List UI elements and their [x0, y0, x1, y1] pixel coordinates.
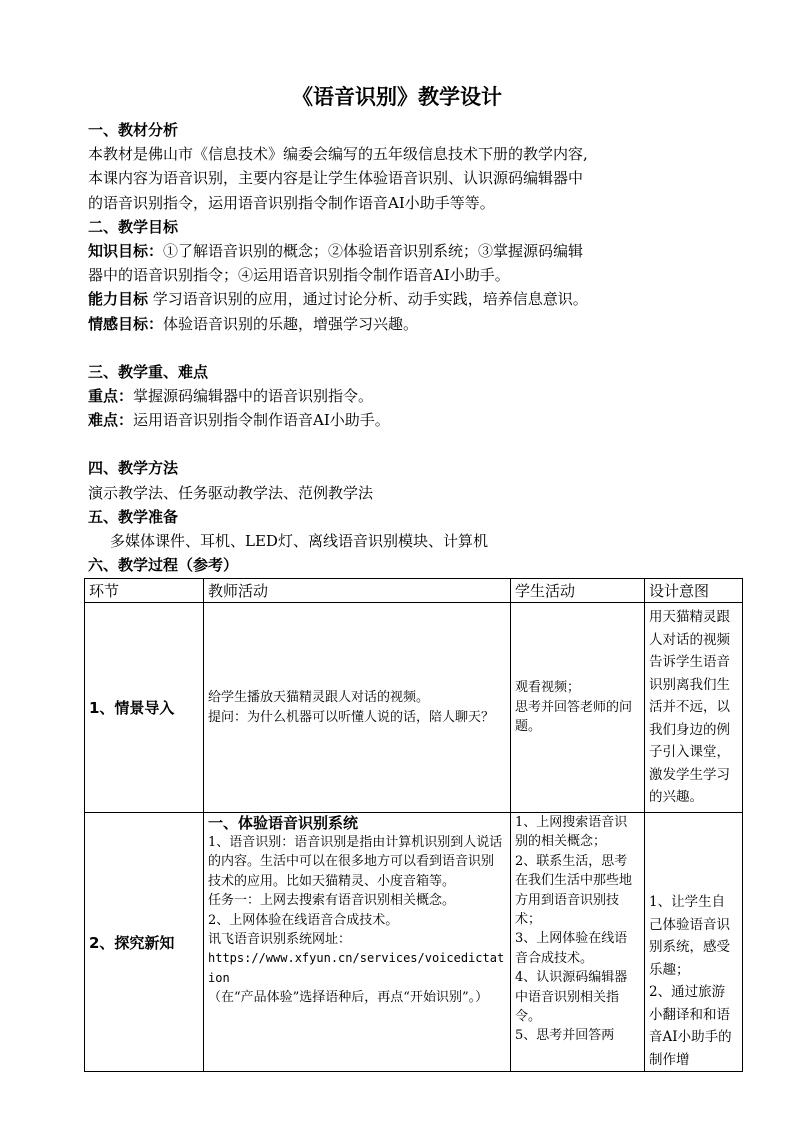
knowledge-goal	[88, 239, 712, 263]
ability-goal-label: 能力目标	[88, 290, 149, 309]
student-activity-line: 思考并回答老师的问题。	[515, 699, 633, 735]
student-activity-line: 3、上网体验在线语音合成技术。	[515, 931, 628, 966]
header-cell-intent: 设计意图	[645, 579, 743, 603]
teacher-activity-line: 提问：为什么机器可以听懂人说的话，陪人聊天？	[208, 709, 495, 725]
student-activity-cell	[511, 603, 645, 813]
section-heading-process: 六、教学过程（参考）	[88, 556, 239, 575]
header-cell-student: 学生活动	[511, 579, 645, 603]
teacher-activity-heading: 一、体验语音识别系统	[208, 814, 359, 832]
design-intent-line: 2、通过旅游小翻译和和语音AI小助手的制作增	[649, 984, 732, 1068]
table-row	[85, 603, 743, 813]
teacher-activity-line: 2、上网体验在线语音合成技术。	[208, 912, 399, 928]
section-heading-goals: 二、教学目标	[88, 217, 179, 236]
spacer	[88, 336, 712, 360]
section-heading-material: 一、教材分析	[88, 121, 179, 139]
emotion-goal-text: 体验语音识别的乐趣，增强学习兴趣。	[163, 314, 419, 333]
difficult-point-label: 难点：	[88, 411, 134, 430]
ability-goal	[88, 287, 712, 311]
stage-cell: 2、探究新知	[85, 813, 204, 1072]
section-heading-keypoints: 三、教学重、难点	[88, 362, 209, 381]
teacher-activity-line: 讯飞语音识别系统网址：	[208, 932, 352, 948]
teacher-activity-line: 1、语音识别：语音识别是指由计算机识别到人说话的内容。生活中可以在很多地方可以看到语音识别技术的应用。比如天猫精灵、小度音箱等。	[208, 835, 503, 889]
section-heading-methods: 四、教学方法	[88, 459, 179, 478]
student-activity-line: 4、认识源码编辑器中语音识别相关指令。	[515, 970, 628, 1025]
student-activity-cell	[511, 813, 645, 1072]
material-line: 本课内容为语音识别，主要内容是让学生体验语音识别、认识源码编辑器中	[88, 169, 584, 188]
key-point	[88, 384, 712, 408]
key-point-label: 重点：	[88, 387, 134, 406]
teacher-activity-cell	[204, 813, 511, 1072]
key-point-text: 掌握源码编辑器中的语音识别指令。	[133, 387, 374, 406]
teacher-activity-line: 给学生播放天猫精灵跟人对话的视频。	[208, 690, 430, 706]
table-row	[85, 813, 743, 1072]
preparation-text: 多媒体课件、耳机、LED灯、离线语音识别模块、计算机	[110, 532, 488, 551]
difficult-point-text: 运用语音识别指令制作语音AI小助手。	[133, 411, 390, 430]
header-cell-stage: 环节	[85, 579, 204, 603]
knowledge-goal-label: 知识目标：	[88, 242, 164, 261]
header-cell-teacher: 教师活动	[204, 579, 511, 603]
emotion-goal-label: 情感目标：	[88, 314, 164, 333]
design-intent-cell	[645, 813, 743, 1072]
section-heading-preparation: 五、教学准备	[88, 507, 179, 526]
design-intent-line: 1、让学生自己体验语音识别系统，感受乐趣；	[649, 894, 730, 978]
knowledge-goal-cont: 器中的语音识别指令；④运用语音识别指令制作语音AI小助手。	[88, 266, 510, 285]
spacer	[88, 432, 712, 456]
student-activity-line: 5、思考并回答两	[515, 1028, 615, 1044]
document-body	[88, 118, 712, 577]
knowledge-goal-text: ①了解语音识别的概念；②体验语音识别系统；③掌握源码编辑	[163, 242, 584, 261]
teacher-activity-cell	[204, 603, 511, 813]
methods-text: 演示教学法、任务驱动教学法、范例教学法	[88, 483, 374, 502]
process-table	[84, 578, 743, 1072]
stage-cell: 1、情景导入	[85, 603, 204, 813]
student-activity-line: 观看视频；	[515, 680, 581, 696]
difficult-point	[88, 408, 712, 432]
teacher-activity-url: https://www.xfyun.cn/services/voicedictation	[208, 951, 505, 985]
design-intent-cell: 用天猫精灵跟人对话的视频告诉学生语音识别离我们生活并不远，以我们身边的例子引入课堂，激发学生学习的兴趣。	[645, 603, 743, 813]
emotion-goal	[88, 312, 712, 336]
table-header-row	[85, 579, 743, 603]
document-title: 《语音识别》教学设计	[292, 85, 502, 109]
material-line: 的语音识别指令，运用语音识别指令制作语音AI小助手等等。	[88, 193, 495, 212]
ability-goal-text: 学习语音识别的应用，通过讨论分析、动手实践，培养信息意识。	[148, 290, 588, 309]
student-activity-line: 2、联系生活，思考在我们生活中那些地方用到语音识别技术；	[515, 853, 633, 928]
material-line: 本教材是佛山市《信息技术》编委会编写的五年级信息技术下册的教学内容,	[88, 145, 588, 164]
teacher-activity-line: 任务一：上网去搜索有语音识别相关概念。	[208, 893, 456, 909]
student-activity-line: 1、上网搜索语音识别的相关概念；	[515, 815, 628, 850]
teacher-activity-note: （在“产品体验”选择语种后，再点“开始识别”。）	[208, 990, 489, 1006]
